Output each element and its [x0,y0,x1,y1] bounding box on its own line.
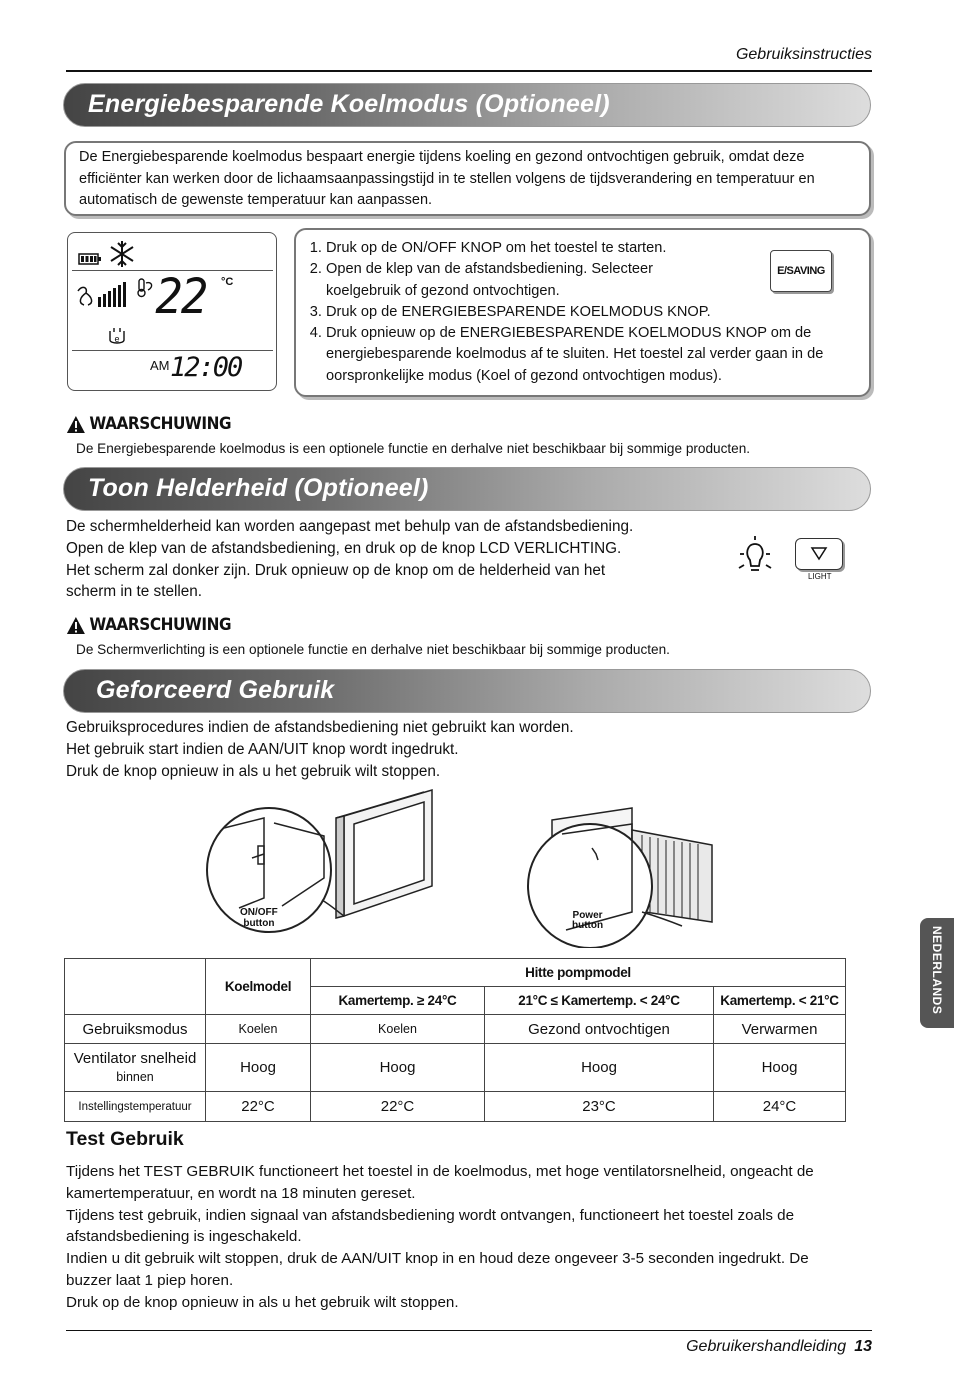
unit-illustration-right [522,800,722,948]
text-line: buzzer laat 1 piep horen. [66,1271,234,1289]
section-title-text: Toon Helderheid (Optioneel) [88,474,429,502]
table-cell: Gezond ontvochtigen [485,1015,714,1044]
text-line: Gebruiksprocedures indien de afstandsbediening niet gebruikt kan worden. [66,719,574,736]
page-number: 13 [854,1338,872,1355]
lcd-temperature: 22 [155,269,207,325]
intro-text: De Energiebesparende koelmodus bespaart energie tijdens koeling en gezond ontvochtigen gebruik, omdat deze efficiënter kan werken door de lichaamsaanpassingstijd in te stellen volgens de tijdsverandering en temperatuur en automatisch de gewenste temperatuur kan aanpassen. [79,149,815,208]
fan-speed-icon [74,281,132,311]
table-header-hitte: Hitte pompmodel [311,959,846,987]
table-subheader: Kamertemp. ≥ 24°C [311,987,485,1015]
callout-line: button [572,920,604,931]
lcd-time: 12:00 [170,352,242,383]
step-item: 3. Druk op de ENERGIEBESPARENDE KOELMODUS KNOP. [326,302,856,323]
step-item: 2. Open de klep van de afstandsbediening. Selecteer koelgebruik of gezond ontvochtigen. [326,259,856,302]
step-item: 1. Druk op de ON/OFF KNOP om het toestel te starten. [326,238,856,259]
e-saving-button[interactable]: E/SAVING [770,250,832,292]
section-title-brightness [63,467,871,511]
warning-triangle-icon [66,415,86,434]
table-header-koel: Koelmodel [206,959,311,1015]
text-line: De schermhelderheid kan worden aangepast met behulp van de afstandsbediening. [66,518,634,535]
section-title-text: Geforceerd Gebruik [96,676,335,704]
text-line: Tijdens het TEST GEBRUIK functioneert het toestel in de koelmodus, met hoge ventilatorsnelheid, ongeacht de [66,1163,814,1180]
text-line: kamertemperatuur, en wordt na 18 minuten gereset. [66,1184,416,1202]
onoff-button-callout [240,907,278,929]
text-line: afstandsbediening is ingeschakeld. [66,1228,302,1246]
text-line: Het scherm zal donker zijn. Druk opnieuw op de knop om de helderheid van het [66,561,606,579]
steps-box [294,228,871,397]
table-cell: Hoog [206,1044,311,1092]
row-label [65,1044,206,1092]
text-line: scherm in te stellen. [66,583,203,601]
table-subheader: Kamertemp. < 21°C [714,987,846,1015]
light-button-label: LIGHT [808,572,832,581]
step-item: 4. Druk opnieuw op de ENERGIEBESPARENDE KOELMODUS KNOP om de energiebesparende koelmodus af te sluiten. Het toestel zal verder gaan in de oorspronkelijke modus (Koel of gezond ontvochtigen modus). [326,323,856,387]
row-label: Gebruiksmodus [65,1015,206,1044]
warning-heading [66,615,231,635]
test-paragraph [66,1161,814,1314]
lcd-divider [72,350,273,351]
footer-label: Gebruikershandleiding [686,1338,847,1355]
lcd-am: AM [150,358,170,373]
test-heading: Test Gebruik [66,1128,184,1150]
table-cell: Hoog [311,1044,485,1092]
table-corner [65,959,206,1015]
table-cell: Koelen [206,1015,311,1044]
footer [686,1338,872,1356]
running-header: Gebruiksinstructies [735,46,872,63]
table-cell: 23°C [485,1092,714,1122]
table-cell: Verwarmen [714,1015,846,1044]
thermometer-icon [136,277,156,299]
section-title-text: Energiebesparende Koelmodus (Optioneel) [88,90,610,118]
text-line: Druk de knop opnieuw in als u het gebruik wilt stoppen. [66,762,441,780]
warning-title: WAARSCHUWING [89,615,232,635]
callout-line: Power [572,910,603,921]
warning-text: De Schermverlichting is een optionele functie en derhalve niet beschikbaar bij sommige producten. [76,642,670,657]
header-rule [66,70,872,72]
energy-saving-icon [106,326,128,348]
table-cell: 22°C [206,1092,311,1122]
cooling-snowflake-icon [108,239,136,269]
row-label: Instellingstemperatuur [65,1092,206,1122]
triangle-down-icon [810,545,828,561]
table-cell: Koelen [311,1015,485,1044]
warning-text: De Energiebesparende koelmodus is een optionele functie en derhalve niet beschikbaar bij sommige producten. [76,441,751,456]
warning-title: WAARSCHUWING [89,414,232,434]
battery-icon [78,252,102,266]
lcd-unit: °C [221,276,234,288]
brightness-paragraph [66,516,633,603]
callout-line: ON/OFF [240,907,278,918]
text-line: Het gebruik start indien de AAN/UIT knop wordt ingedrukt. [66,740,459,758]
table-subheader: 21°C ≤ Kamertemp. < 24°C [485,987,714,1015]
text-line: Druk op de knop opnieuw in als u het gebruik wilt stoppen. [66,1293,459,1311]
table-row [65,1015,846,1044]
table-cell: 24°C [714,1092,846,1122]
warning-triangle-icon [66,616,86,635]
intro-box [64,141,871,216]
language-tab [920,918,954,1028]
section-title-energy [63,83,871,127]
table-cell: Hoog [485,1044,714,1092]
power-button-callout [572,911,603,931]
row-label-line: Ventilator snelheid [73,1049,197,1067]
forced-paragraph [66,717,574,782]
table-cell: Hoog [714,1044,846,1092]
table-cell: 22°C [311,1092,485,1122]
text-line: Open de klep van de afstandsbediening, en druk op de knop LCD VERLICHTING. [66,539,622,557]
row-label-line: binnen [116,1069,154,1084]
lightbulb-icon [733,534,777,578]
text-line: Tijdens test gebruik, indien signaal van afstandsbediening wordt ontvangen, functioneert het toestel zoals de [66,1206,795,1224]
callout-line: button [243,918,275,929]
table-row [65,1044,846,1092]
language-tab-label: NEDERLANDS [930,926,944,1015]
text-line: Indien u dit gebruik wilt stoppen, druk de AAN/UIT knop in en houd deze ongeveer 3-5 seconden ingedrukt. De [66,1250,809,1268]
section-title-forced [63,669,871,713]
warning-heading [66,414,231,434]
light-button[interactable] [795,538,843,570]
table-row [65,1092,846,1122]
operation-table [64,958,846,1122]
energy-icon-letter: e [114,334,120,344]
footer-rule [66,1330,872,1331]
lcd-display [67,232,277,391]
